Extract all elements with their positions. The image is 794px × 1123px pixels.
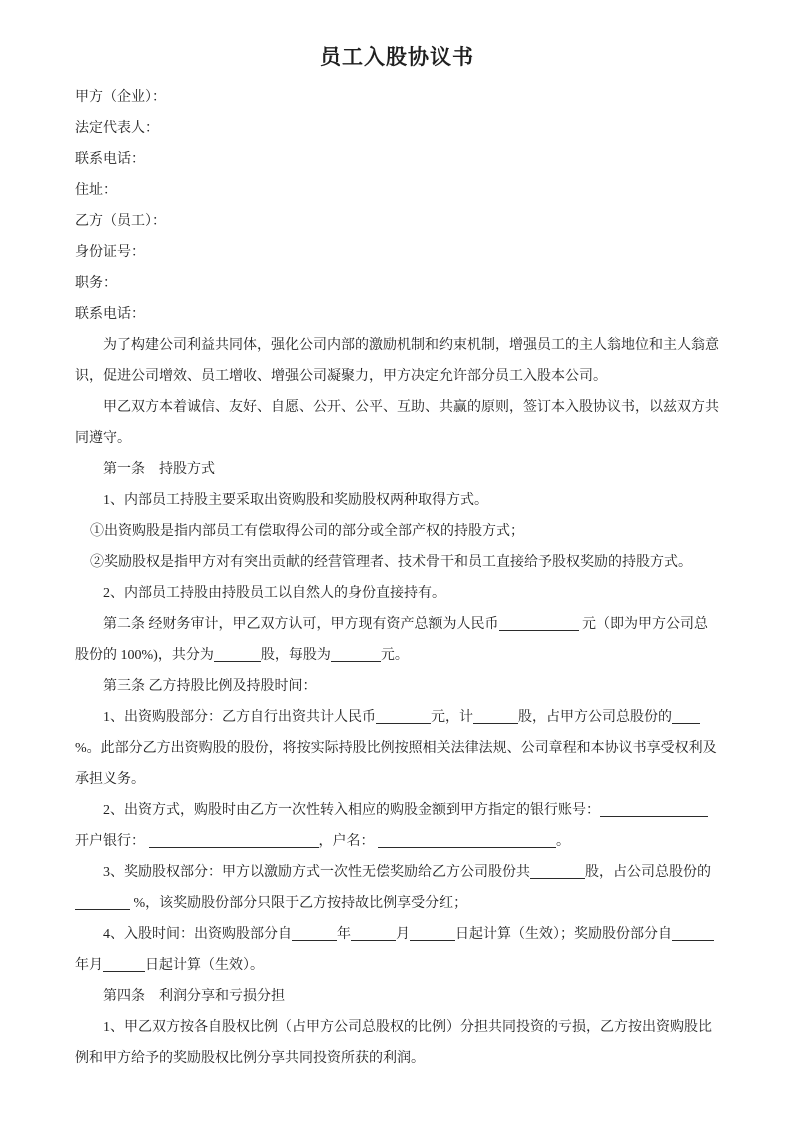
text-run: 1、甲乙双方按各自股权比例（占甲方公司总股权的比例）分担共同投资的亏损，乙方按出资购股比例和甲方给予的奖励股权比例分享共同投资所获的利润。 [75, 1020, 712, 1066]
text-run: 第三条 乙方持股比例及持股时间： [103, 679, 317, 694]
clause-1-item-1-sub-2 [75, 547, 719, 578]
text-run: ①出资购股是指内部员工有偿取得公司的部分或全部产权的持股方式； [90, 524, 524, 539]
text-run: 甲方（企业）： [75, 90, 166, 105]
clause-4-heading [75, 981, 719, 1012]
text-run: 1、出资购股部分：乙方自行出资共计人民币 [103, 710, 376, 725]
text-run: 股，占公司总股份的 [585, 865, 711, 880]
blank-underline [75, 905, 130, 910]
clause-3-item-3 [75, 857, 719, 919]
text-run: 股，每股为 [260, 648, 331, 663]
preamble-paragraph-2 [75, 392, 719, 454]
blank-underline [672, 936, 714, 941]
legal-representative-label [75, 113, 719, 144]
text-run: 身份证号： [75, 245, 145, 260]
position-label [75, 268, 719, 299]
clause-1-item-1-sub-1 [75, 516, 719, 547]
document-title: 员工入股协议书 [320, 45, 474, 69]
blank-underline [214, 657, 261, 662]
text-run: 联系电话： [75, 152, 145, 167]
text-run: 。 [556, 834, 570, 849]
party-b-label [75, 206, 719, 237]
text-run: 股，占甲方公司总股份的 [518, 710, 672, 725]
clause-3-heading [75, 671, 719, 702]
blank-underline [672, 719, 700, 724]
party-a-phone-label [75, 144, 719, 175]
text-run: 法定代表人： [75, 121, 159, 136]
text-run: 元（即为甲方公司总股份的 100%)，共分为 [75, 617, 708, 663]
text-run: 4、入股时间：出资购股部分自 [103, 927, 292, 942]
blank-underline [473, 719, 518, 724]
address-label [75, 175, 719, 206]
text-run: 开户银行： [75, 834, 149, 849]
text-run: 第二条 经财务审计，甲乙双方认可，甲方现有资产总额为人民币 [103, 617, 499, 632]
text-run: 乙方（员工）： [75, 214, 166, 229]
clause-4-item-1 [75, 1012, 719, 1074]
blank-underline [103, 967, 145, 972]
text-run: 年月 [75, 958, 103, 973]
party-a-label [75, 82, 719, 113]
blank-underline [351, 936, 396, 941]
blank-underline [499, 626, 579, 631]
text-run: 1、内部员工持股主要采取出资购股和奖励股权两种取得方式。 [103, 493, 488, 508]
clause-1-heading [75, 454, 719, 485]
text-run: 日起计算（生效）；奖励股份部分自 [455, 927, 672, 942]
text-run: 第一条 持股方式 [103, 462, 215, 477]
text-run: 为了构建公司利益共同体，强化公司内部的激励机制和约束机制，增强员工的主人翁地位和主人翁意识，促进公司增效、员工增收、增强公司凝聚力，甲方决定允许部分员工入股本公司。 [75, 338, 719, 384]
clause-3-item-2-bank-line [75, 826, 719, 857]
text-run: 3、奖励股权部分：甲方以激励方式一次性无偿奖励给乙方公司股份共 [103, 865, 530, 880]
clause-1-item-1 [75, 485, 719, 516]
text-run: 甲乙双方本着诚信、友好、自愿、公开、公平、互助、共赢的原则，签订本入股协议书，以兹双方共同遵守。 [75, 400, 719, 446]
blank-underline [600, 812, 708, 817]
text-run: 住址： [75, 183, 117, 198]
text-run: %，该奖励股份部分只限于乙方按持故比例享受分红； [130, 896, 468, 911]
blank-underline [292, 936, 337, 941]
text-run: ，户名： [318, 834, 378, 849]
clause-2 [75, 609, 719, 671]
party-b-phone-label [75, 299, 719, 330]
text-run: 元。 [380, 648, 409, 663]
text-run: 元，计 [431, 710, 473, 725]
text-run: ②奖励股权是指甲方对有突出贡献的经营管理者、技术骨干和员工直接给予股权奖励的持股方式。 [90, 555, 692, 570]
document-body [75, 82, 719, 1074]
clause-3-item-2 [75, 795, 719, 826]
text-run: %。此部分乙方出资购股的股份，将按实际持股比例按照相关法律法规、公司章程和本协议书享受权利及承担义务。 [75, 741, 717, 787]
preamble-paragraph-1 [75, 330, 719, 392]
blank-underline [331, 657, 381, 662]
blank-underline [149, 843, 319, 848]
text-run: 联系电话： [75, 307, 145, 322]
text-run: 2、内部员工持股由持股员工以自然人的身份直接持有。 [103, 586, 446, 601]
text-run: 2、出资方式，购股时由乙方一次性转入相应的购股金额到甲方指定的银行账号： [103, 803, 600, 818]
clause-3-item-4 [75, 919, 719, 981]
blank-underline [376, 719, 431, 724]
id-number-label [75, 237, 719, 268]
clause-3-item-1 [75, 702, 719, 795]
text-run: 月 [396, 927, 410, 942]
blank-underline [378, 843, 556, 848]
clause-1-item-2 [75, 578, 719, 609]
text-run: 日起计算（生效）。 [145, 958, 264, 973]
text-run: 第四条 利润分享和亏损分担 [103, 989, 285, 1004]
blank-underline [530, 874, 585, 879]
text-run: 职务： [75, 276, 117, 291]
text-run: 年 [337, 927, 351, 942]
blank-underline [410, 936, 455, 941]
